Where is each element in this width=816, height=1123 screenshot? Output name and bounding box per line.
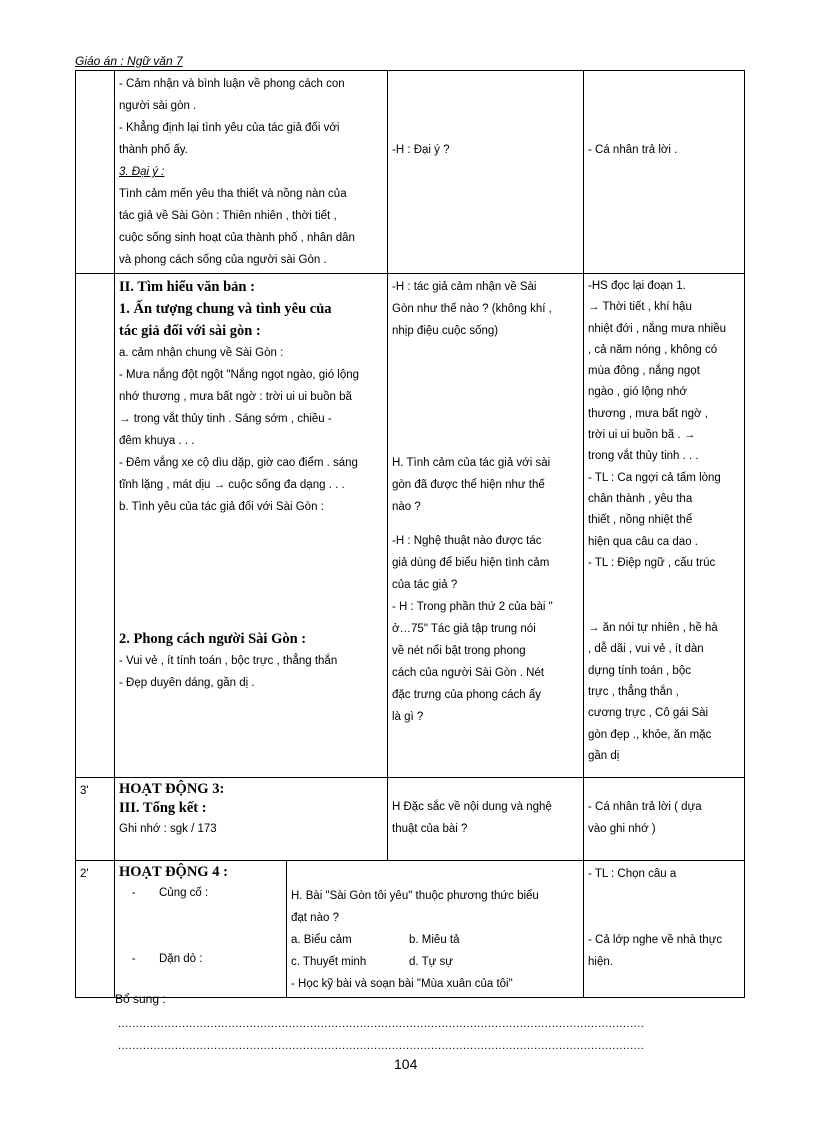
question-cell: -H : Đại ý ? xyxy=(388,71,584,274)
question-cell: H Đặc sắc về nội dung và nghệ thuật của bài ? xyxy=(388,778,584,861)
activity-heading: HOẠT ĐỘNG 4 : xyxy=(119,864,228,880)
lesson-table xyxy=(75,70,745,998)
time-cell xyxy=(76,71,115,274)
page-number: 104 xyxy=(394,1056,418,1072)
section-heading: 3. Đại ý : xyxy=(119,166,165,178)
page-header: Giáo án : Ngữ văn 7 xyxy=(75,54,183,68)
answer-cell: - TL : Chọn câu a - Cả lớp nghe về nhà thực hiện. xyxy=(584,861,745,998)
table-row xyxy=(76,861,745,998)
answer-cell: - Cá nhân trả lời ( dựa vào ghi nhớ ) xyxy=(584,778,745,861)
time-cell: 2' xyxy=(76,861,115,998)
table-row xyxy=(76,274,745,778)
content-cell: II. Tìm hiểu văn bản : 1. Ấn tượng chung và tình yêu của tác giả đối với sài gòn : a. cảm nhận chung về Sài Gòn : - Mưa nắng đột ngột "Nắng ngọt ngào, gió lộng nhớ thương , mưa bất ngờ : trời ui ui buồn bã → trong vắt thủy tinh . Sáng sớm , chiều - đêm khuya . . . - Đêm vắng xe cộ dìu dặp, giờ cao điểm . sáng tĩnh lặng , mát dịu → cuộc sống đa dạng . . . b. Tình yêu của tác giả đối với Sài Gòn : 2. Phong cách người Sài Gòn : - Vui vẻ , ít tính toán , bộc trực , thẳng thắn - Đẹp duyên dáng, gần dị . xyxy=(115,274,388,778)
answer-cell: -HS đọc lại đoạn 1. → Thời tiết , khí hậu nhiệt đới , nắng mưa nhiều , cả năm nóng , không có mùa đông , nắng ngọt ngào , gió lộng nhớ thương , mưa bất ngờ , trời ui ui buồn bã . → trong vắt thủy tinh . . . - TL : Ca ngợi cả tấm lòng chân thành , yêu tha thiết , nồng nhiệt thể hiện qua câu ca dao . - TL : Điệp ngữ , cấu trúc → ăn nói tự nhiên , hề hà , dễ dãi , vui vẻ , ít dàn dựng tính toán , bộc trực , thẳng thắn , cương trực , Cô gái Sài gòn đẹp ., khỏe, ăn mặc gần dị xyxy=(584,274,745,778)
activity-heading: HOẠT ĐỘNG 3: xyxy=(119,781,225,797)
answer-cell: - Cá nhân trả lời . xyxy=(584,71,745,274)
question-cell: -H : tác giả cảm nhận về Sài Gòn như thế nào ? (không khí , nhịp điệu cuộc sống) H. Tình cảm của tác giả với sài gòn đã được thể hiện như thế nào ? -H : Nghệ thuật nào được tác giả dùng để biểu hiện tình cảm của tác giả ? - H : Trong phần thứ 2 của bài " ở…75" Tác giả tập trung nói về nét nổi bật trong phong cách của người Sài Gòn . Nét đặc trưng của phong cách ấy là gì ? xyxy=(388,274,584,778)
content-cell: - Cảm nhận và bình luận về phong cách con người sài gòn . - Khẳng định lại tình yêu của tác giả đối với thành phố ấy. 3. Đại ý : Tình cảm mến yêu tha thiết và nồng nàn của tác giả về Sài Gòn : Thiên nhiên , thời tiết , cuộc sống sinh hoạt của thành phố , nhân dân và phong cách sống của người sài Gòn . xyxy=(115,71,388,274)
section-title: II. Tìm hiểu văn bản : xyxy=(119,279,255,295)
question-cell: H. Bài "Sài Gòn tôi yêu" thuộc phương thức biểu đạt nào ? a. Biểu cảm b. Miêu tả c. Thuyết minh d. Tự sự - Học kỹ bài và soạn bài "Mùa xuân của tôi" xyxy=(287,861,584,998)
time-cell xyxy=(76,274,115,778)
supplement-label: Bổ sung : xyxy=(115,992,166,1006)
time-cell: 3' xyxy=(76,778,115,861)
table-row xyxy=(76,778,745,861)
content-cell: HOẠT ĐỘNG 3: III. Tổng kết : Ghi nhớ : sgk / 173 xyxy=(115,778,388,861)
content-cell: HOẠT ĐỘNG 4 : - Củng cố : - Dặn dò : xyxy=(115,861,287,998)
dotted-line: .................................................................................................................................................... xyxy=(118,1040,645,1052)
dotted-line: .................................................................................................................................................... xyxy=(118,1018,645,1030)
table-row xyxy=(76,71,745,274)
